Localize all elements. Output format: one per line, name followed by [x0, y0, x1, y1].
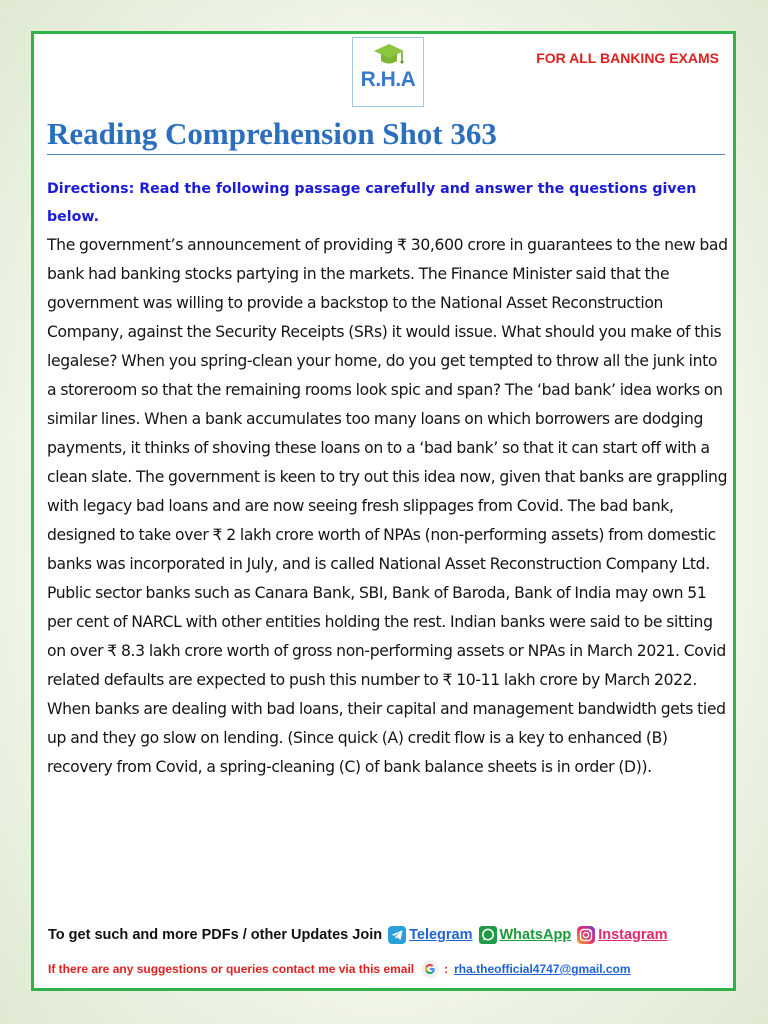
- contact-footer: [48, 959, 631, 979]
- join-footer: [48, 926, 668, 944]
- exam-tag: FOR ALL BANKING EXAMS: [536, 50, 719, 66]
- instagram-link[interactable]: Instagram: [598, 927, 668, 943]
- logo-text: R.H.A: [360, 68, 416, 91]
- email-link[interactable]: rha.theofficial4747@gmail.com: [454, 962, 631, 976]
- page-frame: [31, 31, 736, 991]
- telegram-link[interactable]: Telegram: [409, 927, 473, 943]
- google-icon: [420, 959, 440, 979]
- contact-colon: :: [444, 962, 449, 976]
- whatsapp-icon: [479, 926, 497, 944]
- instagram-icon: [577, 926, 595, 944]
- telegram-icon: [388, 926, 406, 944]
- join-text: To get such and more PDFs / other Updates Join: [48, 927, 383, 943]
- graduation-cap-icon: [373, 42, 405, 68]
- logo: [352, 37, 424, 107]
- page-title: Reading Comprehension Shot 363: [47, 116, 497, 151]
- whatsapp-link[interactable]: WhatsApp: [499, 927, 572, 943]
- passage-text: The government’s announcement of providing ₹ 30,600 crore in guarantees to the new bad bank had banking stocks partying in the markets. The Finance Minister said that the government was willing to provide a backstop to the National Asset Reconstruction Company, against the Security Receipts (SRs) it would issue. What should you make of this legalese? When you spring-clean your home, do you get tempted to throw all the junk into a storeroom so that the remaining rooms look spic and span? The ‘bad bank’ idea works on similar lines. When a bank accumulates too many loans on which borrowers are dodging payments, it thinks of shoving these loans on to a ‘bad bank’ so that it can start off with a clean slate. The government is keen to try out this idea now, given that banks are grappling with legacy bad loans and are now seeing fresh slippages from Covid. The bad bank, designed to take over ₹ 2 lakh crore worth of NPAs (non-performing assets) from domestic banks was incorporated in July, and is called National Asset Reconstruction Company Ltd. Public sector banks such as Canara Bank, SBI, Bank of Baroda, Bank of India may own 51 per cent of NARCL with other entities holding the rest. Indian banks were said to be sitting on over ₹ 8.3 lakh crore worth of gross non-performing assets or NPAs in March 2021. Covid related defaults are expected to push this number to ₹ 10-11 lakh crore by March 2022. When banks are dealing with bad loans, their capital and management bandwidth gets tied up and they go slow on lending. (Since quick (A) credit flow is a key to enhanced (B) recovery from Covid, a spring-cleaning (C) of bank balance sheets is in order (D)).: [47, 236, 728, 776]
- contact-text: If there are any suggestions or queries contact me via this email: [48, 962, 415, 976]
- directions-text: Directions: Read the following passage carefully and answer the questions given below.: [47, 181, 697, 225]
- title-divider: [47, 154, 725, 155]
